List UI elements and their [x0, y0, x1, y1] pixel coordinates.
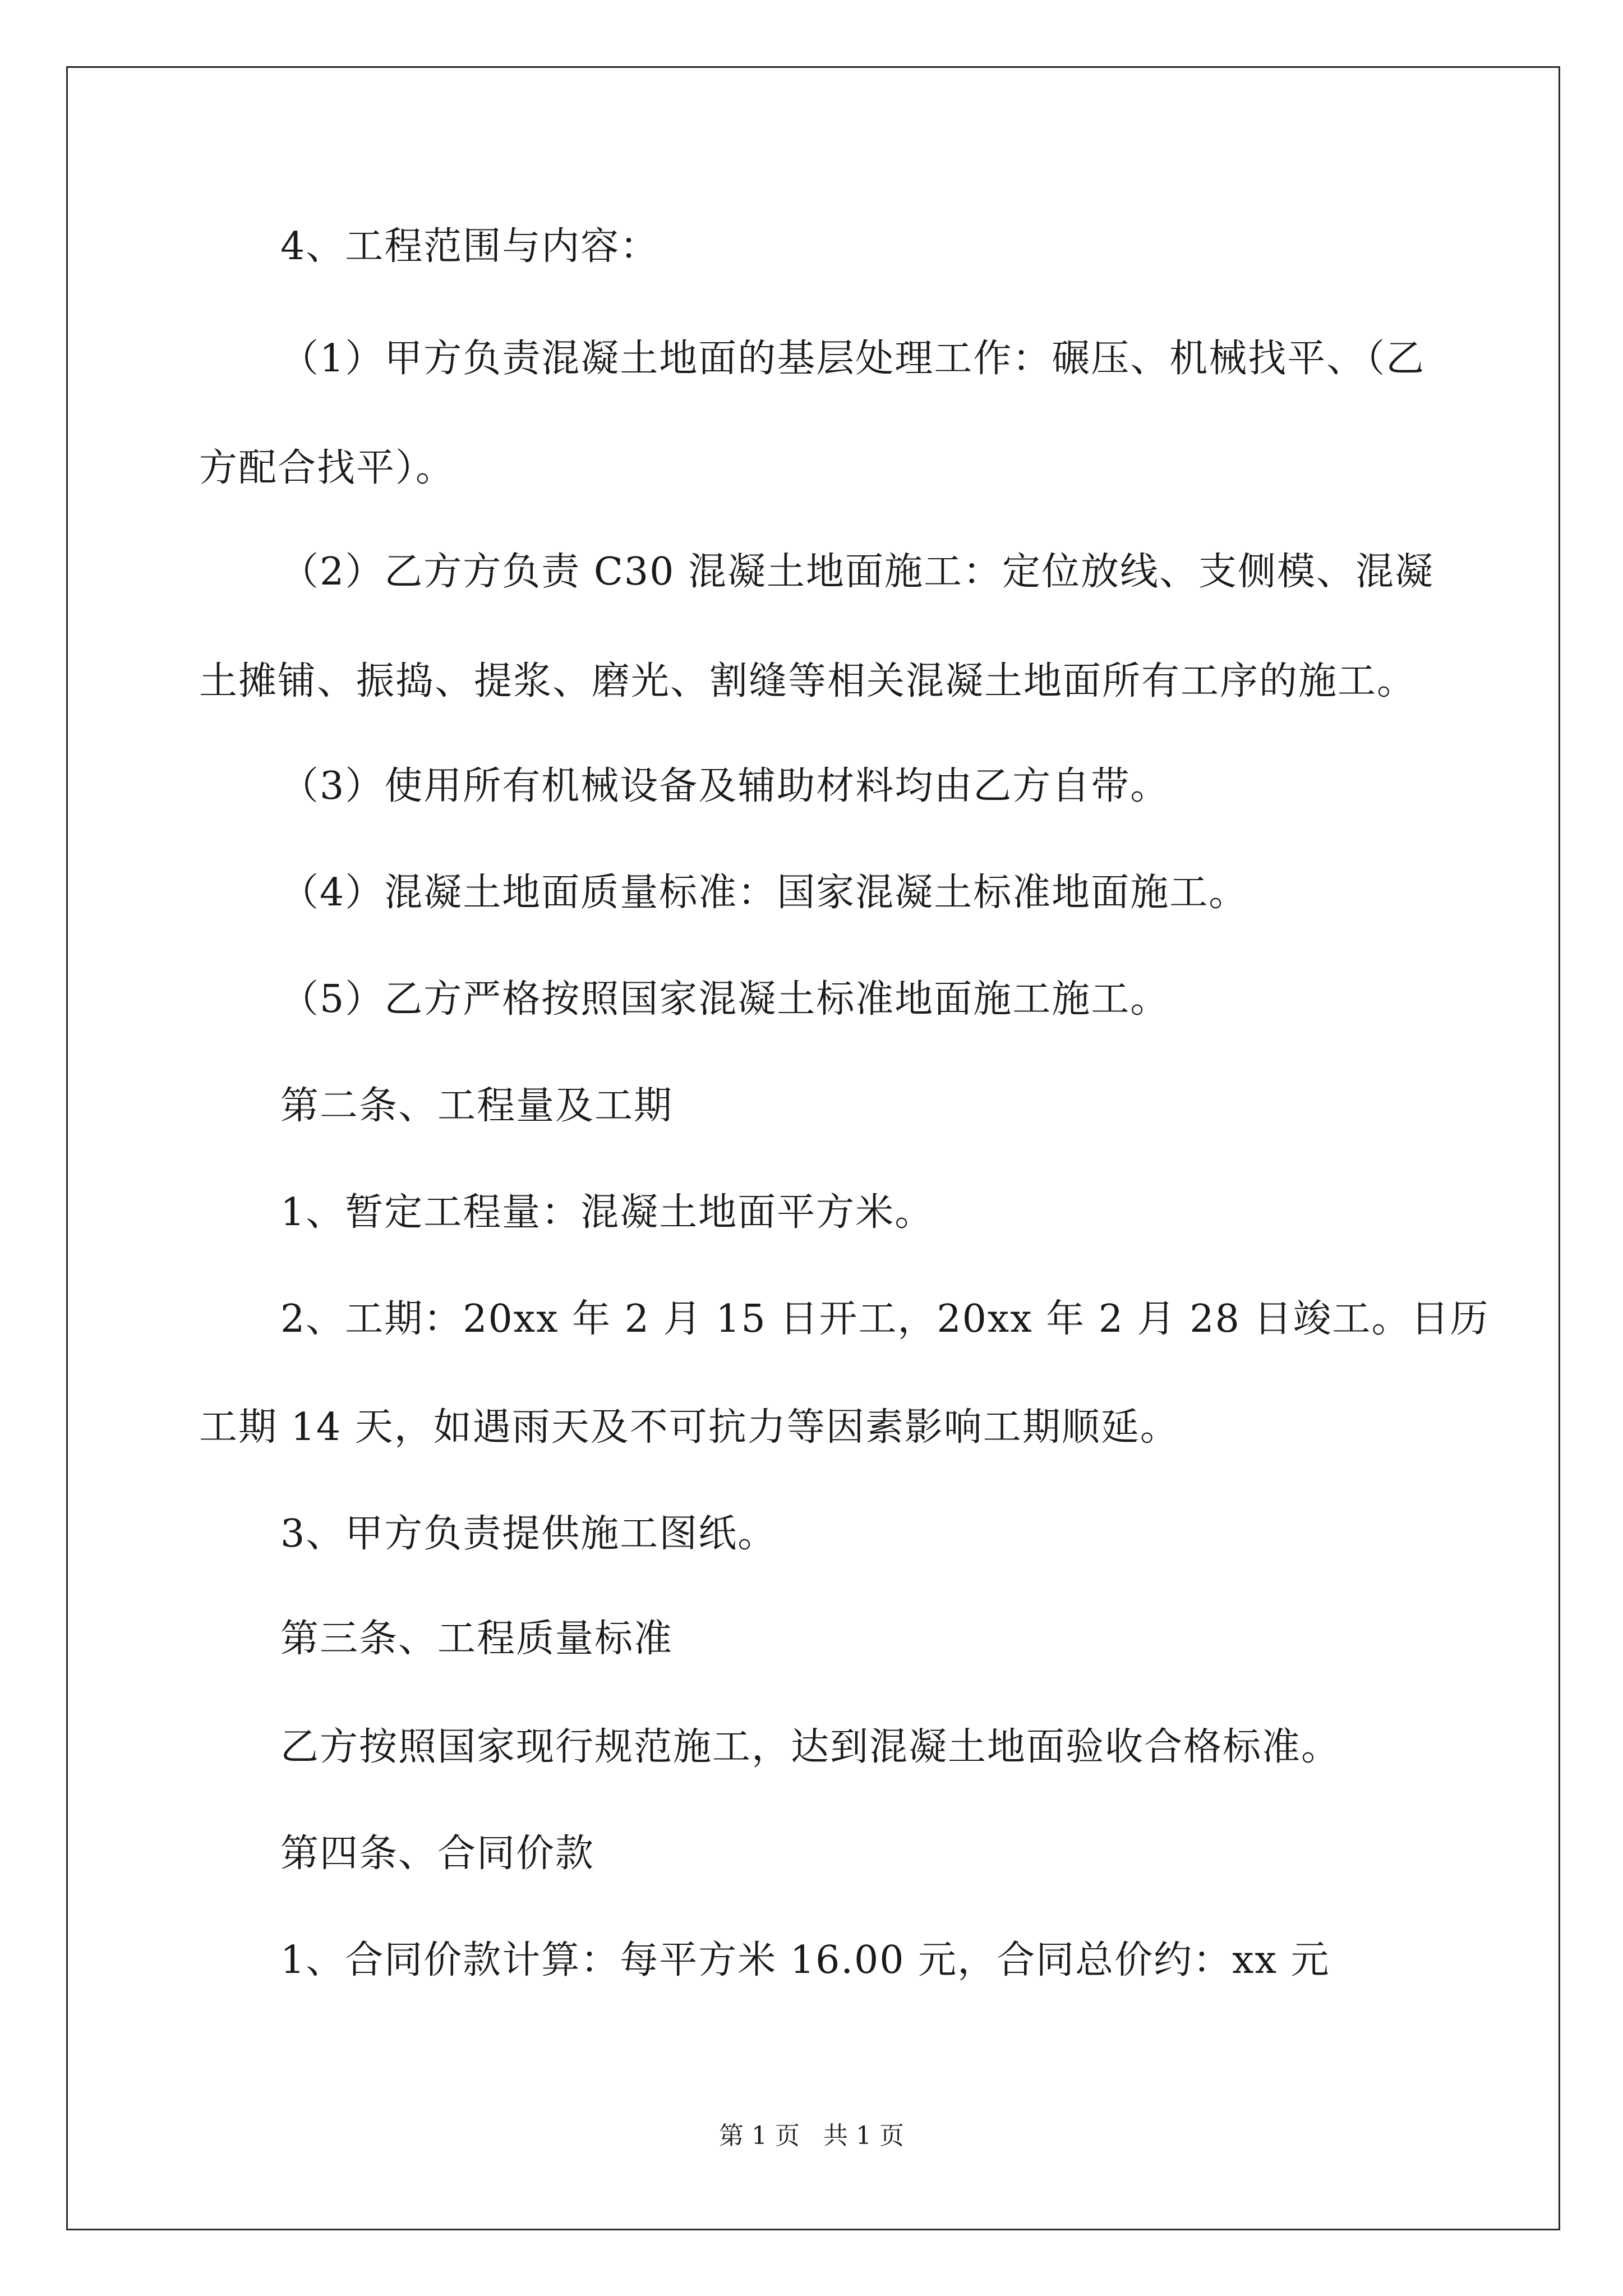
text-line-7: （4）混凝土地面质量标准：国家混凝土标准地面施工。 — [280, 871, 1248, 915]
section-heading-2: 第二条、工程量及工期 — [280, 1084, 674, 1128]
text-line-5: 土摊铺、振捣、提浆、磨光、割缝等相关混凝土地面所有工序的施工。 — [199, 659, 1417, 703]
text-line-3: 方配合找平）。 — [199, 446, 455, 490]
page-footer: 第 1 页 共 1 页 — [719, 2122, 904, 2150]
text-line-4: （2）乙方方负责 C30 混凝土地面施工：定位放线、支侧模、混凝 — [280, 550, 1435, 594]
text-line-17: 1、合同价款计算：每平方米 16.00 元，合同总价约：xx 元 — [280, 1938, 1330, 1982]
text-line-2: （1）甲方负责混凝土地面的基层处理工作：碾压、机械找平、（乙 — [280, 337, 1426, 381]
text-line-15: 乙方按照国家现行规范施工，达到混凝土地面验收合格标准。 — [280, 1725, 1341, 1769]
section-heading-4: 第四条、合同价款 — [280, 1832, 595, 1876]
text-line-6: （3）使用所有机械设备及辅助材料均由乙方自带。 — [280, 764, 1170, 808]
text-line-1: 4、工程范围与内容： — [280, 224, 660, 269]
text-line-10: 1、暂定工程量：混凝土地面平方米。 — [280, 1190, 934, 1235]
text-line-13: 3、甲方负责提供施工图纸。 — [280, 1512, 777, 1556]
text-line-8: （5）乙方严格按照国家混凝土标准地面施工施工。 — [280, 977, 1170, 1022]
text-line-12: 工期 14 天，如遇雨天及不可抗力等因素影响工期顺延。 — [199, 1405, 1179, 1450]
text-line-11: 2、工期：20xx 年 2 月 15 日开工，20xx 年 2 月 28 日竣工。日历 — [280, 1297, 1490, 1341]
page-border — [66, 66, 1560, 2230]
section-heading-3: 第三条、工程质量标准 — [280, 1617, 674, 1661]
